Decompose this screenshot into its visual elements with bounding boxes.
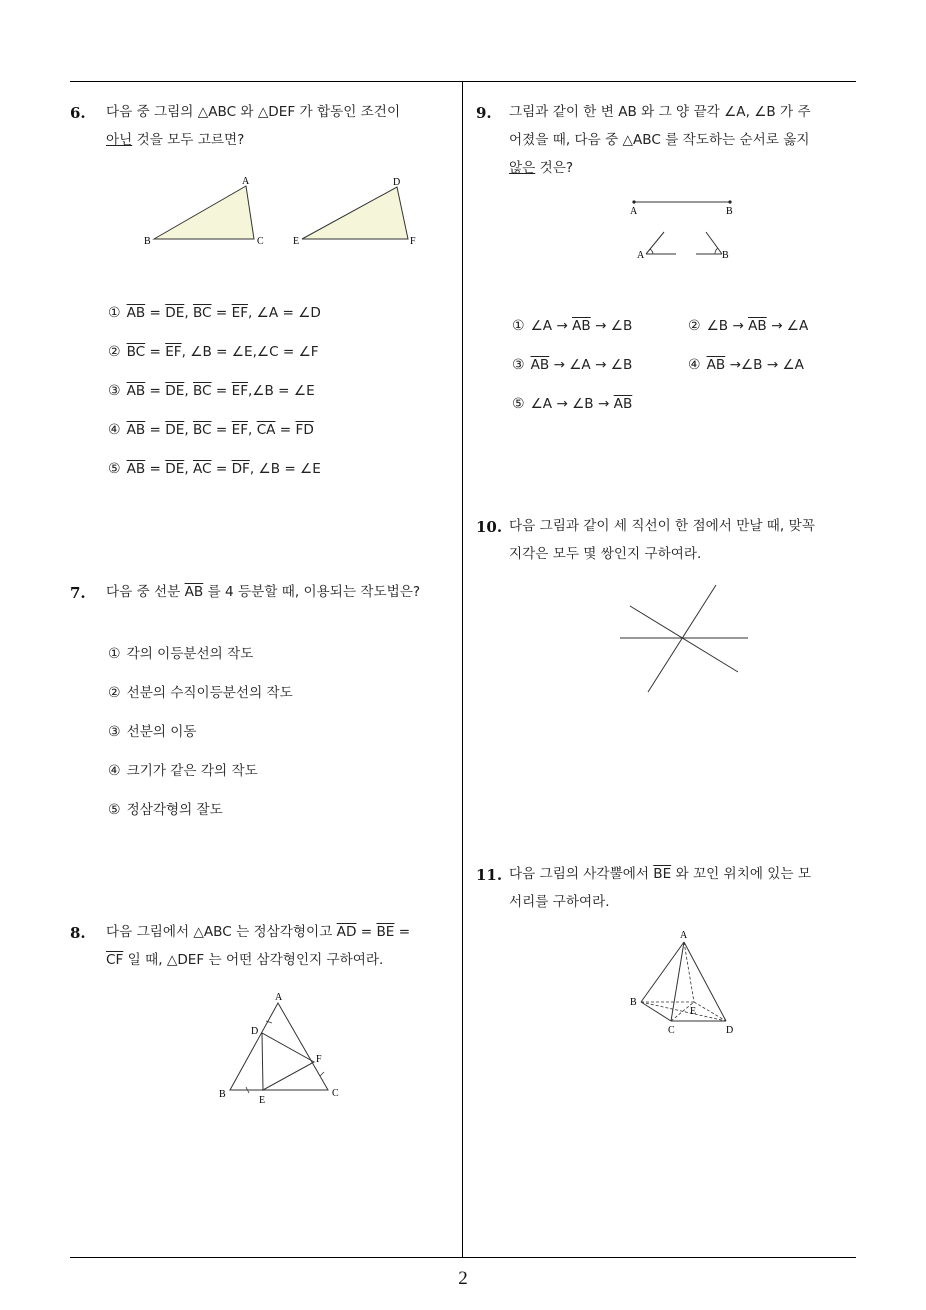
edge-ab: [641, 942, 684, 1002]
option-3: [512, 357, 632, 373]
segment-label: $\overline{AB}$: [748, 318, 767, 334]
question-7: [70, 584, 460, 824]
option-2: [108, 344, 319, 360]
label-c: C: [332, 1088, 339, 1099]
top-rule: [70, 81, 856, 82]
option-text: ∠A → ∠B →: [530, 396, 614, 412]
page-number: 2: [458, 1268, 468, 1289]
option-text: =: [145, 344, 166, 360]
option-marker: ⑤: [108, 802, 121, 818]
option-marker: ②: [688, 318, 701, 334]
question-number: 6.: [70, 104, 86, 122]
question-line-2: 지각은 모두 몇 쌍인지 구하여라.: [509, 546, 702, 562]
option-marker: ③: [108, 383, 121, 399]
question-number: 11.: [476, 866, 503, 884]
option-3: [108, 383, 315, 399]
angle-b-ray: [706, 232, 722, 254]
option-marker: ⑤: [512, 396, 525, 412]
square-pyramid-figure: [626, 928, 746, 1044]
option-text: =: [145, 422, 166, 438]
option-5: [108, 461, 321, 477]
option-text: =: [211, 422, 232, 438]
triangles-figure: [140, 174, 430, 254]
question-text-post: 것은?: [535, 160, 574, 176]
equilateral-triangle-figure: [215, 990, 350, 1106]
option-text: , ∠B = ∠E: [249, 461, 321, 477]
question-text: [509, 98, 864, 182]
underlined-word: 아닌: [106, 132, 133, 148]
option-4: [108, 759, 258, 779]
question-text-pre: 다음 중 그림의 △ABC 와 △DEF 가 합동인 조건이: [106, 104, 401, 120]
question-text-pre: 다음 그림에서 △ABC 는 정삼각형이고: [106, 924, 337, 940]
option-text: 정삼각형의 잘도: [126, 802, 223, 818]
option-marker: ①: [108, 305, 121, 321]
label-d: D: [251, 1026, 259, 1037]
label-a: A: [630, 206, 638, 217]
option-text: ,: [184, 305, 193, 321]
option-text: ∠A →: [530, 318, 573, 334]
question-line-2: 서리를 구하여라.: [509, 894, 610, 910]
option-text: ,: [184, 461, 193, 477]
segment-label: $\overline{CA}$: [256, 422, 276, 438]
label-b: B: [219, 1089, 226, 1100]
segment-cf: $\overline{CF}$: [106, 952, 124, 968]
point-b: [728, 200, 731, 203]
edge-bc: [641, 1002, 671, 1021]
label-d: D: [393, 177, 401, 188]
label-e: E: [690, 1006, 697, 1017]
segment-label: $\overline{AC}$: [192, 461, 212, 477]
segment-label: $\overline{AB}$: [572, 318, 591, 334]
label-f: F: [410, 236, 416, 247]
segment-label: $\overline{AB}$: [706, 357, 726, 373]
option-2: [688, 318, 808, 334]
question-6: [70, 104, 460, 504]
option-5: [512, 396, 632, 412]
question-9: [476, 104, 866, 434]
question-text-post: 를 4 등분할 때, 이용되는 작도법은?: [203, 584, 421, 600]
option-text: ∠B →: [706, 318, 749, 334]
triangle-def: [262, 1033, 314, 1090]
option-4: [108, 422, 314, 438]
bottom-rule: [70, 1257, 856, 1258]
segment-label: $\overline{AB}$: [530, 357, 550, 373]
label-a: A: [275, 992, 283, 1003]
question-line-2: 어졌을 때, 다음 중 △ABC 를 작도하는 순서로 옳지: [509, 132, 810, 148]
question-8: [70, 924, 460, 1124]
option-text: , ∠B = ∠E,∠C = ∠F: [181, 344, 319, 360]
option-text: → ∠B: [590, 318, 633, 334]
option-text: 선분의 이동: [126, 724, 197, 740]
label-b: B: [726, 206, 733, 217]
segment-and-angles-figure: [626, 196, 746, 262]
option-1: [108, 305, 321, 321]
segment-label: $\overline{BC}$: [126, 344, 146, 360]
question-11: [476, 866, 866, 1066]
question-text-pre: 다음 그림의 사각뿔에서: [509, 866, 654, 882]
question-text-post: 일 때, △DEF 는 어떤 삼각형인지 구하여라.: [123, 952, 384, 968]
triangle-abc: [230, 1003, 328, 1090]
option-marker: ②: [108, 344, 121, 360]
option-text: →∠B → ∠A: [725, 357, 804, 373]
option-text: 각의 이등분선의 작도: [126, 646, 254, 662]
triangle-abc: [154, 186, 254, 239]
question-text: [106, 578, 458, 606]
angle-a-ray: [646, 232, 664, 254]
option-text: =: [211, 305, 232, 321]
segment-label: $\overline{AB}$: [126, 461, 146, 477]
three-lines-figure: [616, 582, 752, 696]
option-text: ,: [248, 422, 257, 438]
option-text: → ∠A → ∠B: [549, 357, 633, 373]
label-a: A: [680, 930, 688, 941]
option-text: → ∠A: [766, 318, 809, 334]
question-text: [106, 98, 458, 154]
tick-mark: [320, 1072, 324, 1076]
question-text-post: 것을 모두 고르면?: [132, 132, 245, 148]
option-text: =: [275, 422, 296, 438]
segment-ad: $\overline{AD}$: [336, 924, 357, 940]
option-1: [512, 318, 632, 334]
label-f: F: [316, 1054, 322, 1065]
segment-label: $\overline{BC}$: [192, 383, 212, 399]
option-marker: ④: [108, 422, 121, 438]
option-text: ,: [184, 383, 193, 399]
segment-label: $\overline{EF}$: [231, 305, 249, 321]
option-text: =: [145, 305, 166, 321]
segment-label: $\overline{EF}$: [231, 383, 249, 399]
option-marker: ⑤: [108, 461, 121, 477]
question-text-pre: 다음 중 선분: [106, 584, 185, 600]
option-3: [108, 720, 197, 740]
segment-be: $\overline{BE}$: [376, 924, 395, 940]
question-text: [509, 512, 864, 568]
segment-label: $\overline{EF}$: [231, 422, 249, 438]
segment-label: $\overline{FD}$: [295, 422, 314, 438]
question-10: [476, 518, 866, 718]
segment-label: $\overline{DE}$: [165, 305, 185, 321]
question-line-1: 그림과 같이 한 변 AB 와 그 양 끝각 ∠A, ∠B 가 주: [509, 104, 811, 120]
diagonal-bd: [641, 1002, 726, 1021]
segment-label: $\overline{AB}$: [126, 422, 146, 438]
segment-label: $\overline{AB}$: [613, 396, 633, 412]
label-b: B: [630, 997, 637, 1008]
option-text: 크기가 같은 각의 작도: [126, 763, 258, 779]
label-d: D: [726, 1025, 734, 1036]
segment-be: $\overline{BE}$: [653, 866, 672, 882]
option-text: 선분의 수직이등분선의 작도: [126, 685, 293, 701]
segment-label: $\overline{AB}$: [126, 305, 146, 321]
segment-ab: $\overline{AB}$: [184, 584, 204, 600]
option-4: [688, 357, 804, 373]
segment-label: $\overline{AB}$: [126, 383, 146, 399]
question-number: 7.: [70, 584, 86, 602]
option-text: =: [211, 461, 232, 477]
column-divider: [462, 81, 463, 1258]
segment-label: $\overline{DE}$: [165, 383, 185, 399]
point-a: [632, 200, 635, 203]
label-b: B: [144, 236, 151, 247]
equals-sign: =: [394, 924, 411, 940]
underlined-word: 않은: [509, 160, 536, 176]
segment-label: $\overline{BC}$: [192, 305, 212, 321]
option-marker: ④: [108, 763, 121, 779]
option-marker: ④: [688, 357, 701, 373]
option-marker: ③: [108, 724, 121, 740]
option-2: [108, 681, 293, 701]
segment-label: $\overline{BC}$: [192, 422, 212, 438]
label-c: C: [668, 1025, 675, 1036]
label-angle-b: B: [722, 250, 729, 261]
option-text: =: [145, 461, 166, 477]
option-text: =: [145, 383, 166, 399]
option-marker: ①: [512, 318, 525, 334]
label-angle-a: A: [637, 250, 645, 261]
option-marker: ②: [108, 685, 121, 701]
question-number: 9.: [476, 104, 492, 122]
segment-label: $\overline{DF}$: [231, 461, 250, 477]
label-c: C: [257, 236, 264, 247]
label-a: A: [242, 176, 250, 187]
option-marker: ①: [108, 646, 121, 662]
option-text: ,∠B = ∠E: [248, 383, 315, 399]
option-text: =: [211, 383, 232, 399]
option-text: , ∠A = ∠D: [248, 305, 321, 321]
label-e: E: [259, 1095, 266, 1106]
option-1: [108, 642, 253, 662]
line-3: [630, 606, 738, 672]
question-text: [106, 918, 466, 974]
segment-label: $\overline{DE}$: [165, 422, 185, 438]
question-number: 8.: [70, 924, 86, 942]
question-text-post: 와 꼬인 위치에 있는 모: [671, 866, 811, 882]
option-text: ,: [184, 422, 193, 438]
option-5: [108, 798, 223, 818]
segment-label: $\overline{DE}$: [165, 461, 185, 477]
option-marker: ③: [512, 357, 525, 373]
equals-sign: =: [356, 924, 377, 940]
question-number: 10.: [476, 518, 503, 536]
triangle-def: [302, 187, 408, 239]
segment-label: $\overline{EF}$: [165, 344, 182, 360]
question-line-1: 다음 그림과 같이 세 직선이 한 점에서 만날 때, 맞꼭: [509, 518, 815, 534]
angle-a-arc: [650, 249, 653, 254]
question-text: [509, 860, 864, 916]
label-e: E: [293, 236, 300, 247]
angle-b-arc: [715, 248, 718, 254]
